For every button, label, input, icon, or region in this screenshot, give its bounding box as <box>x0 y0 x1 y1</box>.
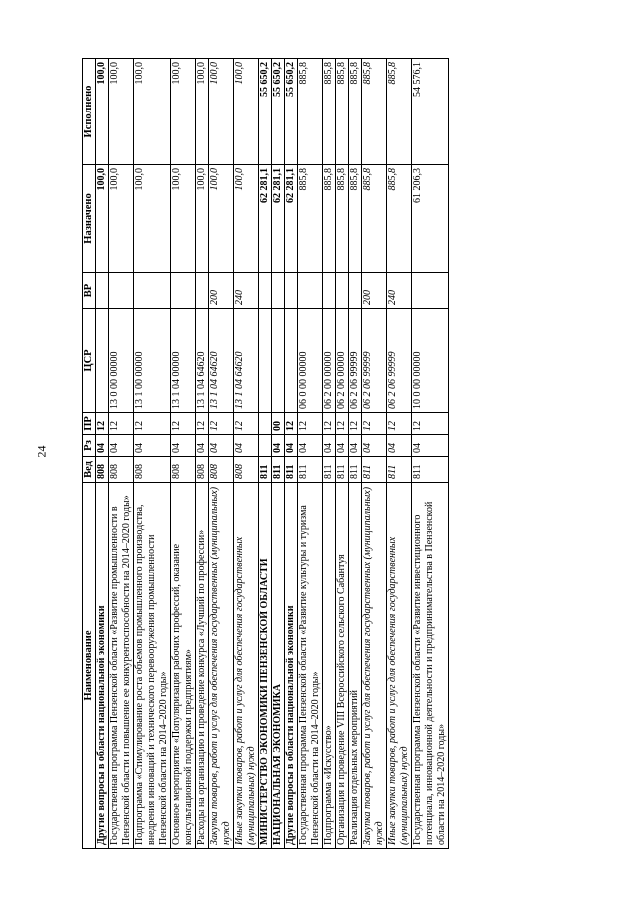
cell-rz: 04 <box>134 435 171 457</box>
cell-name: Основное мероприятие «Популяризация рабочих профессий, оказание консультационной поддержки предприятиям» <box>171 483 196 849</box>
cell-vr <box>272 273 285 309</box>
cell-naznacheno: 100,0 <box>96 165 109 273</box>
cell-name: Другие вопросы в области национальной экономики <box>285 483 298 849</box>
cell-csr <box>272 309 285 413</box>
cell-rz: 04 <box>336 435 349 457</box>
table-row <box>285 59 298 849</box>
cell-ved: 811 <box>349 457 362 483</box>
cell-ved: 811 <box>298 457 323 483</box>
header-ispolneno: Исполнено <box>83 59 96 165</box>
table-row <box>336 59 349 849</box>
cell-pr: 12 <box>134 413 171 435</box>
table-row <box>234 59 259 849</box>
cell-rz: 04 <box>209 435 234 457</box>
table-row <box>96 59 109 849</box>
cell-ispolneno: 100,0 <box>96 59 109 165</box>
cell-name: Иные закупки товаров, работ и услуг для обеспечения государственных (муниципальных) нужд <box>234 483 259 849</box>
cell-rz: 04 <box>412 435 449 457</box>
cell-ved: 808 <box>196 457 209 483</box>
table-row <box>412 59 449 849</box>
cell-naznacheno: 100,0 <box>234 165 259 273</box>
cell-rz: 04 <box>272 435 285 457</box>
cell-csr: 13 0 00 00000 <box>109 309 134 413</box>
cell-csr <box>285 309 298 413</box>
cell-pr: 12 <box>336 413 349 435</box>
cell-ved: 811 <box>272 457 285 483</box>
cell-vr: 200 <box>209 273 234 309</box>
cell-name: Подпрограмма «Искусство» <box>323 483 336 849</box>
cell-rz: 04 <box>196 435 209 457</box>
header-name: Наименование <box>83 483 96 849</box>
cell-naznacheno: 885,8 <box>387 165 412 273</box>
cell-rz: 04 <box>298 435 323 457</box>
cell-name: Закупка товаров, работ и услуг для обеспечения государственных (муниципальных) нужд <box>209 483 234 849</box>
cell-name: Иные закупки товаров, работ и услуг для обеспечения государственных (муниципальных) нужд <box>387 483 412 849</box>
cell-naznacheno: 885,8 <box>323 165 336 273</box>
table-body <box>96 59 449 849</box>
header-rz: Рз <box>83 435 96 457</box>
cell-vr <box>336 273 349 309</box>
cell-ispolneno: 885,8 <box>298 59 323 165</box>
cell-name: МИНИСТЕРСТВО ЭКОНОМИКИ ПЕНЗЕНСКОЙ ОБЛАСТИ <box>259 483 272 849</box>
cell-pr: 12 <box>96 413 109 435</box>
table-row <box>362 59 387 849</box>
cell-csr: 13 1 04 64620 <box>234 309 259 413</box>
cell-csr: 06 2 06 99999 <box>362 309 387 413</box>
cell-ispolneno: 100,0 <box>209 59 234 165</box>
cell-ispolneno: 885,8 <box>349 59 362 165</box>
cell-naznacheno: 885,8 <box>336 165 349 273</box>
header-ved: Вед <box>83 457 96 483</box>
cell-vr <box>349 273 362 309</box>
cell-ispolneno: 55 650,2 <box>259 59 272 165</box>
cell-pr: 00 <box>272 413 285 435</box>
cell-vr: 240 <box>234 273 259 309</box>
cell-vr <box>134 273 171 309</box>
cell-ved: 811 <box>362 457 387 483</box>
cell-ispolneno: 100,0 <box>196 59 209 165</box>
cell-vr <box>323 273 336 309</box>
cell-vr <box>196 273 209 309</box>
cell-pr: 12 <box>285 413 298 435</box>
cell-pr: 12 <box>412 413 449 435</box>
cell-naznacheno: 62 281,1 <box>272 165 285 273</box>
cell-rz: 04 <box>109 435 134 457</box>
cell-vr <box>96 273 109 309</box>
table-row <box>298 59 323 849</box>
cell-vr <box>298 273 323 309</box>
cell-rz: 04 <box>285 435 298 457</box>
cell-pr: 12 <box>234 413 259 435</box>
cell-name: НАЦИОНАЛЬНАЯ ЭКОНОМИКА <box>272 483 285 849</box>
cell-ispolneno: 885,8 <box>362 59 387 165</box>
cell-name: Государственная программа Пензенской области «Развитие промышленности в Пензенской области и повышение ее конкурентоспособности на 2014–2020 годы» <box>109 483 134 849</box>
cell-naznacheno: 885,8 <box>362 165 387 273</box>
cell-ispolneno: 54 576,1 <box>412 59 449 165</box>
table-row <box>196 59 209 849</box>
cell-csr <box>259 309 272 413</box>
cell-ved: 811 <box>412 457 449 483</box>
cell-csr: 06 2 00 00000 <box>323 309 336 413</box>
cell-naznacheno: 100,0 <box>196 165 209 273</box>
cell-pr: 12 <box>209 413 234 435</box>
cell-naznacheno: 100,0 <box>134 165 171 273</box>
cell-pr: 12 <box>298 413 323 435</box>
cell-rz: 04 <box>362 435 387 457</box>
cell-rz: 04 <box>96 435 109 457</box>
budget-table <box>82 58 449 849</box>
cell-vr <box>259 273 272 309</box>
page-number: 24 <box>34 445 49 458</box>
table-row <box>272 59 285 849</box>
table-row <box>209 59 234 849</box>
cell-vr: 200 <box>362 273 387 309</box>
cell-ispolneno: 55 650,2 <box>272 59 285 165</box>
cell-name: Государственная программа Пензенской области «Развитие инвестиционного потенциала, инновационной деятельности и предпринимательства в Пензенской области на 2014–2020 годы» <box>412 483 449 849</box>
table-row <box>171 59 196 849</box>
table-row <box>323 59 336 849</box>
cell-csr: 13 1 04 64620 <box>209 309 234 413</box>
cell-ispolneno: 885,8 <box>336 59 349 165</box>
cell-rz: 04 <box>234 435 259 457</box>
cell-name: Реализация отдельных мероприятий <box>349 483 362 849</box>
cell-naznacheno: 62 281,1 <box>285 165 298 273</box>
cell-ved: 811 <box>259 457 272 483</box>
cell-pr: 12 <box>171 413 196 435</box>
cell-naznacheno: 100,0 <box>109 165 134 273</box>
cell-pr: 12 <box>109 413 134 435</box>
table-row <box>387 59 412 849</box>
cell-name: Государственная программа Пензенской области «Развитие культуры и туризма Пензенской области на 2014–2020 годы» <box>298 483 323 849</box>
cell-vr <box>412 273 449 309</box>
cell-pr: 12 <box>196 413 209 435</box>
header-csr: ЦСР <box>83 309 96 413</box>
cell-vr <box>171 273 196 309</box>
cell-pr: 12 <box>323 413 336 435</box>
cell-vr: 240 <box>387 273 412 309</box>
cell-ved: 811 <box>336 457 349 483</box>
header-vr: ВР <box>83 273 96 309</box>
cell-name: Расходы на организацию и проведение конкурса «Лучший по профессии» <box>196 483 209 849</box>
cell-pr <box>259 413 272 435</box>
cell-naznacheno: 100,0 <box>209 165 234 273</box>
cell-naznacheno: 885,8 <box>349 165 362 273</box>
cell-ispolneno: 100,0 <box>171 59 196 165</box>
cell-ved: 808 <box>209 457 234 483</box>
cell-csr: 10 0 00 00000 <box>412 309 449 413</box>
cell-rz: 04 <box>349 435 362 457</box>
cell-vr <box>109 273 134 309</box>
cell-ved: 811 <box>285 457 298 483</box>
cell-naznacheno: 885,8 <box>298 165 323 273</box>
cell-rz: 04 <box>323 435 336 457</box>
table-row <box>109 59 134 849</box>
cell-ispolneno: 885,8 <box>387 59 412 165</box>
cell-pr: 12 <box>387 413 412 435</box>
cell-naznacheno: 100,0 <box>171 165 196 273</box>
cell-pr: 12 <box>349 413 362 435</box>
cell-csr: 13 1 00 00000 <box>134 309 171 413</box>
table-row <box>134 59 171 849</box>
cell-csr <box>96 309 109 413</box>
cell-ispolneno: 55 650,2 <box>285 59 298 165</box>
cell-csr: 13 1 04 00000 <box>171 309 196 413</box>
cell-csr: 06 2 06 99999 <box>349 309 362 413</box>
cell-ispolneno: 100,0 <box>109 59 134 165</box>
cell-csr: 06 2 06 00000 <box>336 309 349 413</box>
cell-csr: 06 0 00 00000 <box>298 309 323 413</box>
cell-naznacheno: 62 281,1 <box>259 165 272 273</box>
cell-csr: 06 2 06 99999 <box>387 309 412 413</box>
cell-name: Другие вопросы в области национальной экономики <box>96 483 109 849</box>
cell-naznacheno: 61 206,3 <box>412 165 449 273</box>
header-pr: ПР <box>83 413 96 435</box>
cell-pr: 12 <box>362 413 387 435</box>
cell-ved: 811 <box>323 457 336 483</box>
cell-ispolneno: 885,8 <box>323 59 336 165</box>
header-naznacheno: Назначено <box>83 165 96 273</box>
cell-ispolneno: 100,0 <box>134 59 171 165</box>
table-header-row <box>83 59 96 849</box>
cell-rz: 04 <box>387 435 412 457</box>
cell-vr <box>285 273 298 309</box>
cell-ved: 808 <box>234 457 259 483</box>
rotated-table-container <box>82 59 542 849</box>
cell-name: Подпрограмма «Стимулирование роста объемов промышленного производства, внедрения инноваций и технического перевооружения промышленности Пензенской области на 2014–2020 годы» <box>134 483 171 849</box>
cell-rz: 04 <box>171 435 196 457</box>
cell-name: Организация и проведение VIII Всероссийского сельского Сабантуя <box>336 483 349 849</box>
cell-ispolneno: 100,0 <box>234 59 259 165</box>
cell-rz <box>259 435 272 457</box>
cell-csr: 13 1 04 64620 <box>196 309 209 413</box>
cell-ved: 808 <box>171 457 196 483</box>
cell-ved: 808 <box>96 457 109 483</box>
cell-name: Закупка товаров, работ и услуг для обеспечения государственных (муниципальных) нужд <box>362 483 387 849</box>
cell-ved: 808 <box>109 457 134 483</box>
cell-ved: 808 <box>134 457 171 483</box>
table-row <box>259 59 272 849</box>
cell-ved: 811 <box>387 457 412 483</box>
table-row <box>349 59 362 849</box>
